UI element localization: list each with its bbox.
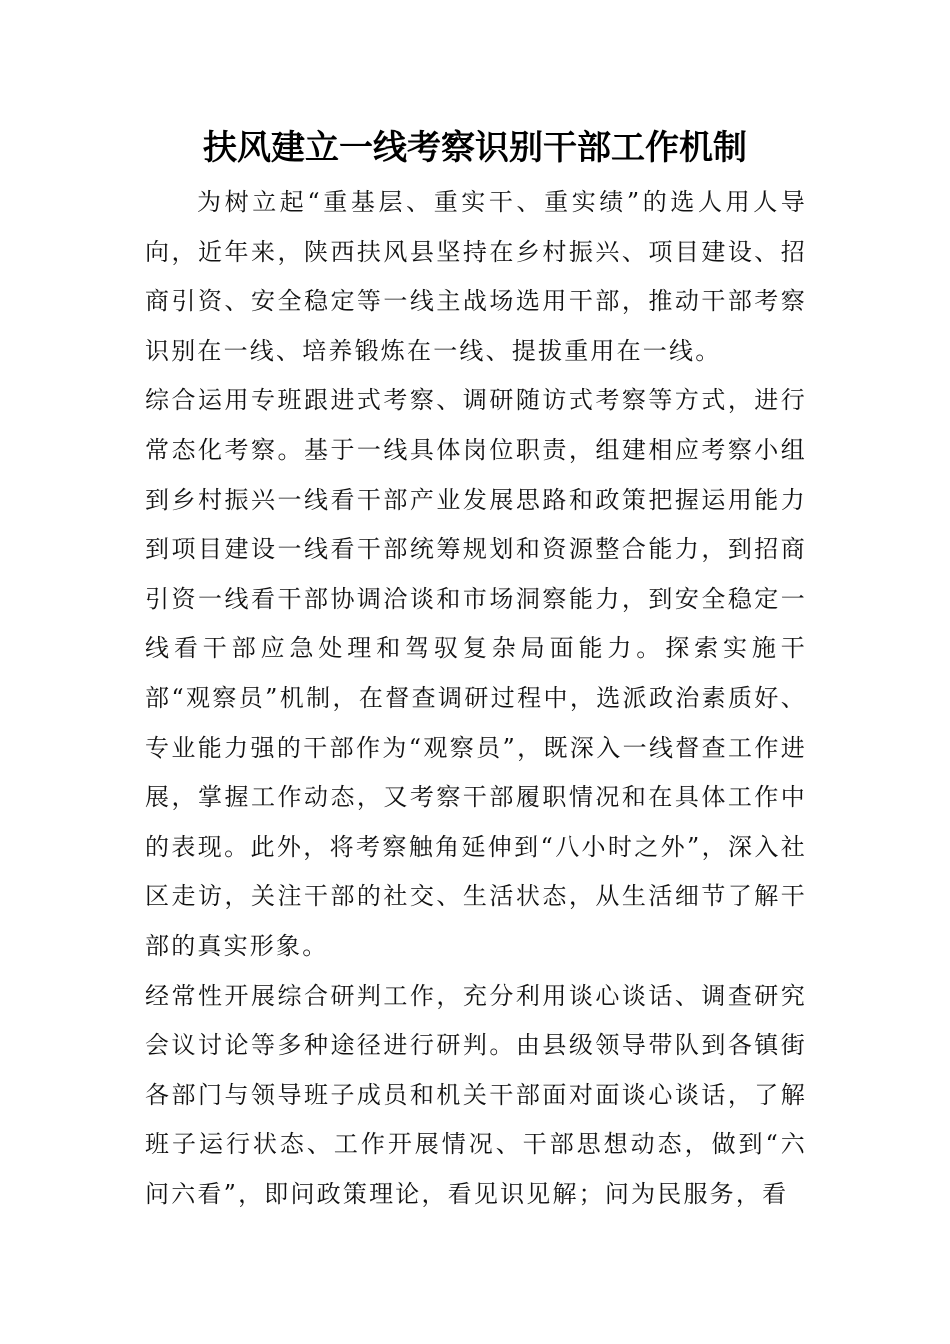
- paragraph-inspection: 综合运用专班跟进式考察、调研随访式考察等方式，进行常态化考察。基于一线具体岗位职责，组建相应考察小组到乡村振兴一线看干部产业发展思路和政策把握运用能力到项目建设一线看干部统筹规划和资源整合能力，到招商引资一线看干部协调洽谈和市场洞察能力，到安全稳定一线看干部应急处理和驾驭复杂局面能力。探索实施干部“观察员”机制，在督查调研过程中，选派政治素质好、专业能力强的干部作为“观察员”，既深入一线督查工作进展，掌握工作动态，又考察干部履职情况和在具体工作中的表现。此外，将考察触角延伸到“八小时之外”，深入社区走访，关注干部的社交、生活状态，从生活细节了解干部的真实形象。: [145, 386, 807, 960]
- paragraph-assessment: 经常性开展综合研判工作，充分利用谈心谈话、调查研究会议讨论等多种途径进行研判。由县级领导带队到各镇街各部门与领导班子成员和机关干部面对面谈心谈话，了解班子运行状态、工作开展情况、干部思想动态，做到“六问六看”，即问政策理论，看见识见解；问为民服务，看: [145, 981, 807, 1208]
- paragraph-intro: 为树立起“重基层、重实干、重实绩”的选人用人导向，近年来，陕西扶风县坚持在乡村振兴、项目建设、招商引资、安全稳定等一线主战场选用干部，推动干部考察识别在一线、培养锻炼在一线、提拔重用在一线。: [145, 188, 807, 365]
- document-body: [145, 178, 807, 1219]
- document-title: 扶风建立一线考察识别干部工作机制: [203, 128, 747, 168]
